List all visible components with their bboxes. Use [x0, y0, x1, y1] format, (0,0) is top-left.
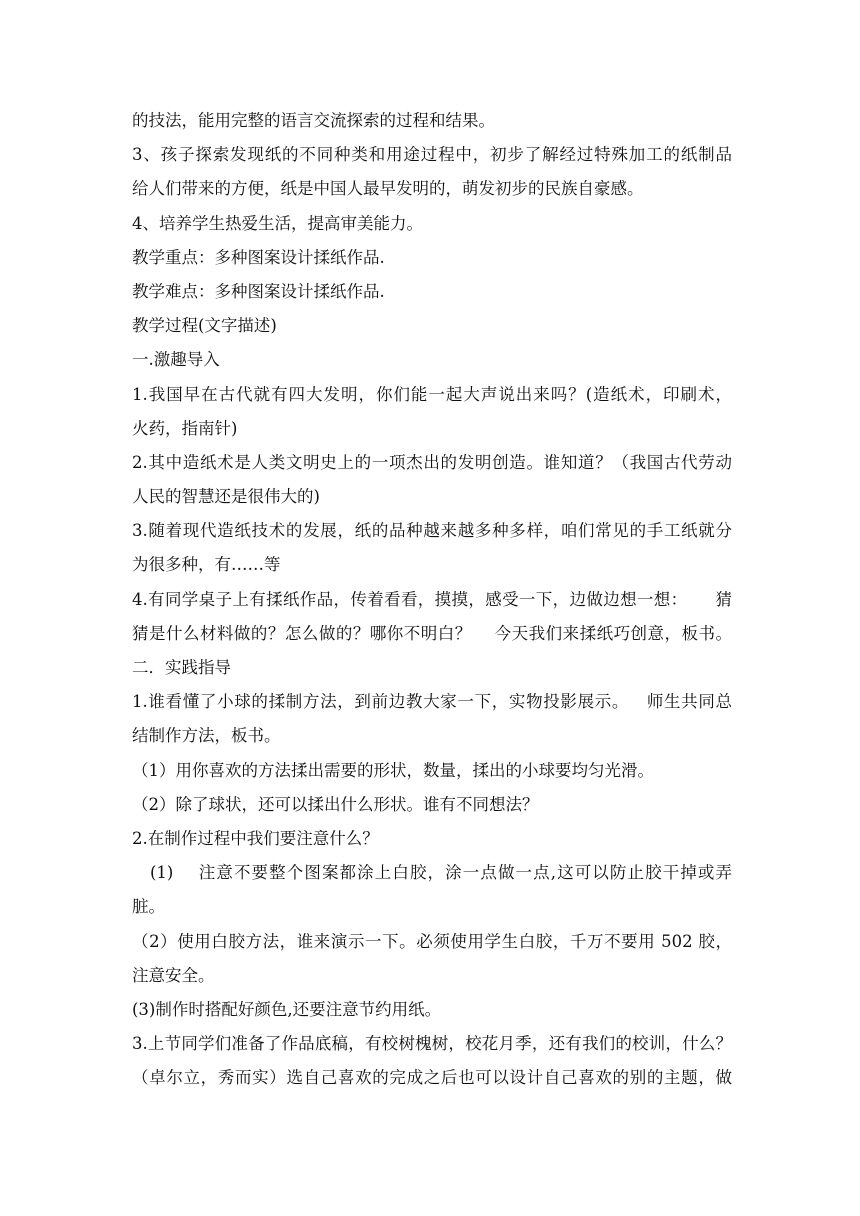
- lesson-plan-body: [132, 104, 732, 1095]
- text-line: 1.谁看懂了小球的揉制方法，到前边教大家一下，实物投影展示。 师生共同总: [132, 692, 732, 712]
- section-heading: 二．实践指导: [132, 658, 231, 677]
- text-line: 3、孩子探索发现纸的不同种类和用途过程中，初步了解经过特殊加工的纸制品: [132, 145, 732, 165]
- text-line: （2）使用白胶方法，谁来演示一下。必须使用学生白胶，千万不要用 502 胶，: [132, 931, 732, 951]
- text-line: 2.其中造纸术是人类文明史上的一项杰出的发明创造。谁知道？（我国古代劳动: [132, 452, 732, 472]
- text-line: 结制作方法，板书。: [132, 726, 281, 746]
- text-line: （卓尔立，秀而实）选自己喜欢的完成之后也可以设计自己喜欢的别的主题，做: [132, 1068, 732, 1088]
- key-point: 教学重点：多种图案设计揉纸作品.: [132, 247, 385, 267]
- section-heading: 教学过程(文字描述): [132, 316, 277, 336]
- text-line: （1）用你喜欢的方法揉出需要的形状，数量，揉出的小球要均匀光滑。: [132, 760, 654, 780]
- text-line: 为很多种，有……等: [132, 555, 281, 575]
- text-line: 脏。: [132, 897, 165, 917]
- text-line: 4、培养学生热爱生活，提高审美能力。: [132, 213, 423, 233]
- text-line: 3.随着现代造纸技术的发展，纸的品种越来越多种多样，咱们常见的手工纸就分: [132, 521, 732, 541]
- text-line: 1.我国早在古代就有四大发明，你们能一起大声说出来吗？(造纸术，印刷术，: [132, 384, 732, 404]
- text-line: 4.有同学桌子上有揉纸作品，传着看看，摸摸，感受一下，边做边想一想： 猜: [132, 589, 732, 609]
- text-line: 2.在制作过程中我们要注意什么？: [132, 828, 379, 848]
- text-line: （2）除了球状，还可以揉出什么形状。谁有不同想法？: [132, 794, 539, 814]
- text-line: 猜是什么材料做的？怎么做的？哪你不明白？ 今天我们来揉纸巧创意，板书。: [132, 623, 732, 643]
- text-line: 3.上节同学们准备了作品底稿，有校树槐树，校花月季，还有我们的校训，什么？: [132, 1034, 732, 1054]
- text-line: (3)制作时搭配好颜色,还要注意节约用纸。: [132, 999, 442, 1019]
- section-heading: 一.激趣导入: [132, 350, 220, 370]
- text-line: (1) 注意不要整个图案都涂上白胶，涂一点做一点,这可以防止胶干掉或弄: [150, 863, 732, 883]
- text-line: 注意安全。: [132, 965, 215, 985]
- difficult-point: 教学难点：多种图案设计揉纸作品.: [132, 281, 385, 301]
- text-line: 给人们带来的方便，纸是中国人最早发明的，萌发初步的民族自豪感。: [132, 179, 644, 199]
- text-line: 火药，指南针): [132, 418, 238, 438]
- text-line: 人民的智慧还是很伟大的): [132, 487, 320, 507]
- text-line: 的技法，能用完整的语言交流探索的过程和结果。: [132, 111, 495, 130]
